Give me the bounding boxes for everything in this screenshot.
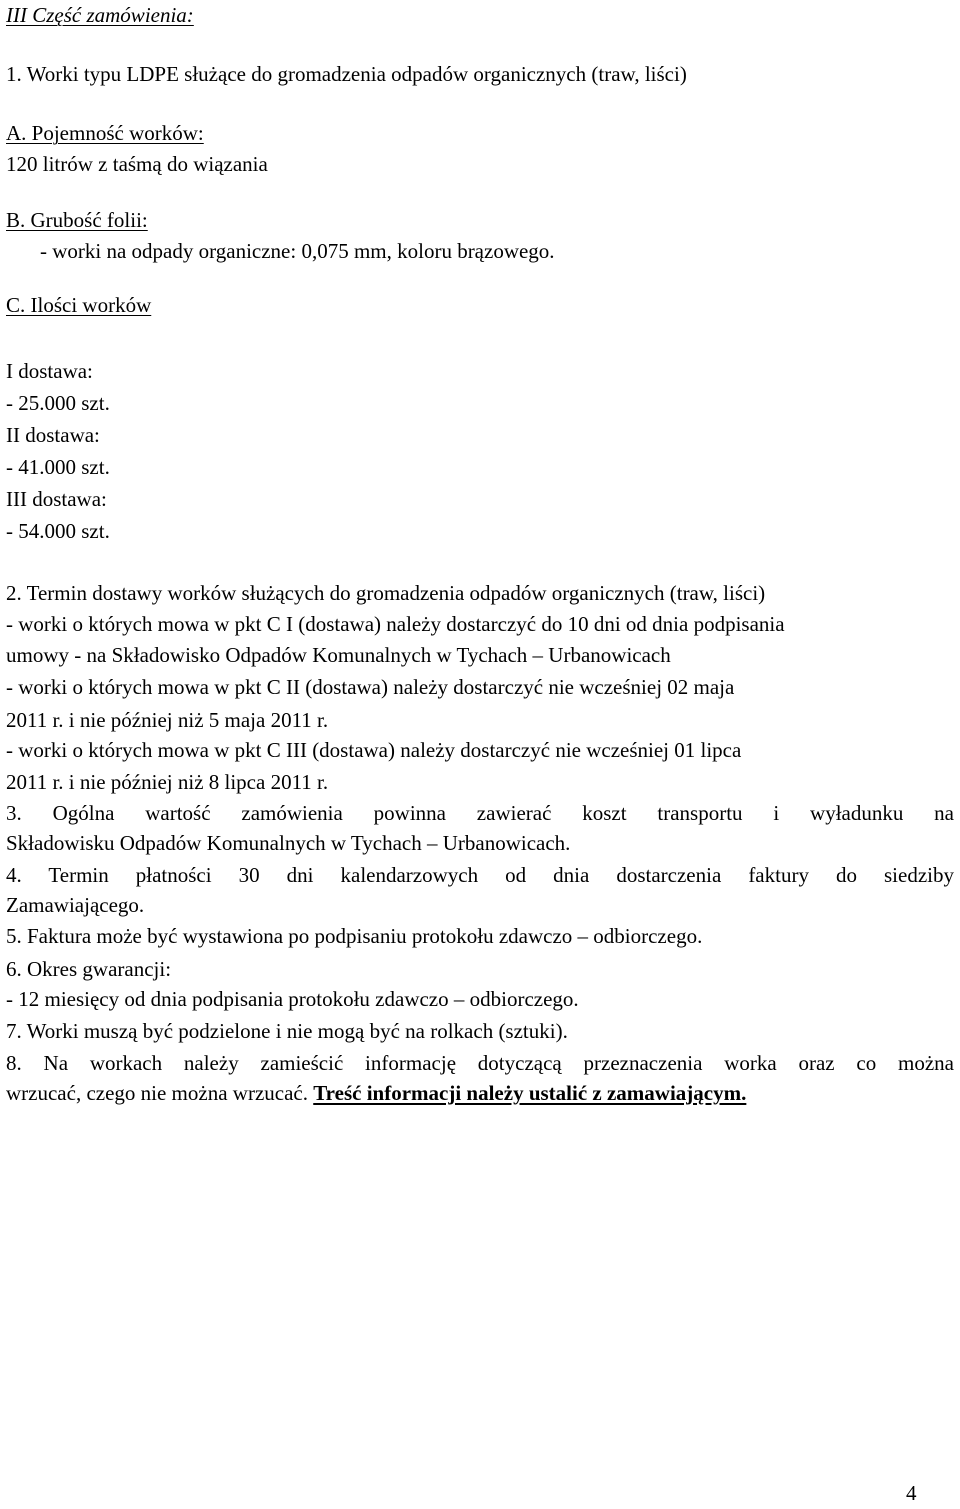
item-7-text: 7. Worki muszą być podzielone i nie mogą być na rolkach (sztuki). — [6, 1019, 568, 1043]
section-a-value: 120 litrów z taśmą do wiązania — [6, 152, 268, 176]
item-5-text: 5. Faktura może być wystawiona po podpisaniu protokołu zdawczo – odbiorczego. — [6, 924, 703, 948]
section-c-label: C. Ilości worków — [6, 293, 152, 317]
delivery-2-qty: - 41.000 szt. — [6, 455, 110, 479]
item-4-line-2: Zamawiającego. — [6, 893, 145, 917]
item-2-line: 2. Termin dostawy worków służących do gromadzenia odpadów organicznych (traw, liści) — [6, 581, 766, 605]
item-2-line: - worki o których mowa w pkt C I (dostawa) należy dostarczyć do 10 dni od dnia podpisania — [6, 612, 785, 636]
item-6-label: 6. Okres gwarancji: — [6, 957, 172, 981]
item-2-line: 2011 r. i nie później niż 8 lipca 2011 r. — [6, 770, 329, 794]
item-3-line-2: Składowisku Odpadów Komunalnych w Tychach – Urbanowicach. — [6, 831, 571, 855]
section-b-label: B. Grubość folii: — [6, 208, 148, 232]
section-a-label: A. Pojemność worków: — [6, 121, 204, 145]
item-6-text: - 12 miesięcy od dnia podpisania protokołu zdawczo – odbiorczego. — [6, 987, 579, 1011]
delivery-1-name: I dostawa: — [6, 359, 93, 383]
item-8-emphasis: Treść informacji należy ustalić z zamawiającym. — [313, 1081, 747, 1105]
item-8-text: wrzucać, czego nie można wrzucać. — [6, 1081, 314, 1105]
delivery-1-qty: - 25.000 szt. — [6, 391, 110, 415]
section-title: III Część zamówienia: — [6, 3, 194, 27]
item-8-line-1: 8. Na workach należy zamieścić informację dotyczącą przeznaczenia worka oraz co można — [6, 1051, 954, 1075]
item-1-text: 1. Worki typu LDPE służące do gromadzenia odpadów organicznych (traw, liści) — [6, 62, 687, 86]
section-b-value: - worki na odpady organiczne: 0,075 mm, koloru brązowego. — [40, 239, 555, 263]
page-number: 4 — [906, 1481, 917, 1505]
item-2-line: umowy - na Składowisko Odpadów Komunalnych w Tychach – Urbanowicach — [6, 643, 671, 667]
delivery-3-name: III dostawa: — [6, 487, 107, 511]
item-2-line: - worki o których mowa w pkt C II (dostawa) należy dostarczyć nie wcześniej 02 maja — [6, 675, 735, 699]
item-3-line-1: 3. Ogólna wartość zamówienia powinna zawierać koszt transportu i wyładunku na — [6, 801, 954, 825]
item-2-line: - worki o których mowa w pkt C III (dostawa) należy dostarczyć nie wcześniej 01 lipca — [6, 738, 742, 762]
delivery-3-qty: - 54.000 szt. — [6, 519, 110, 543]
item-2-line: 2011 r. i nie później niż 5 maja 2011 r. — [6, 708, 329, 732]
item-4-line-1: 4. Termin płatności 30 dni kalendarzowych od dnia dostarczenia faktury do siedziby — [6, 863, 954, 887]
item-8-line-2 — [6, 1078, 746, 1109]
delivery-2-name: II dostawa: — [6, 423, 100, 447]
